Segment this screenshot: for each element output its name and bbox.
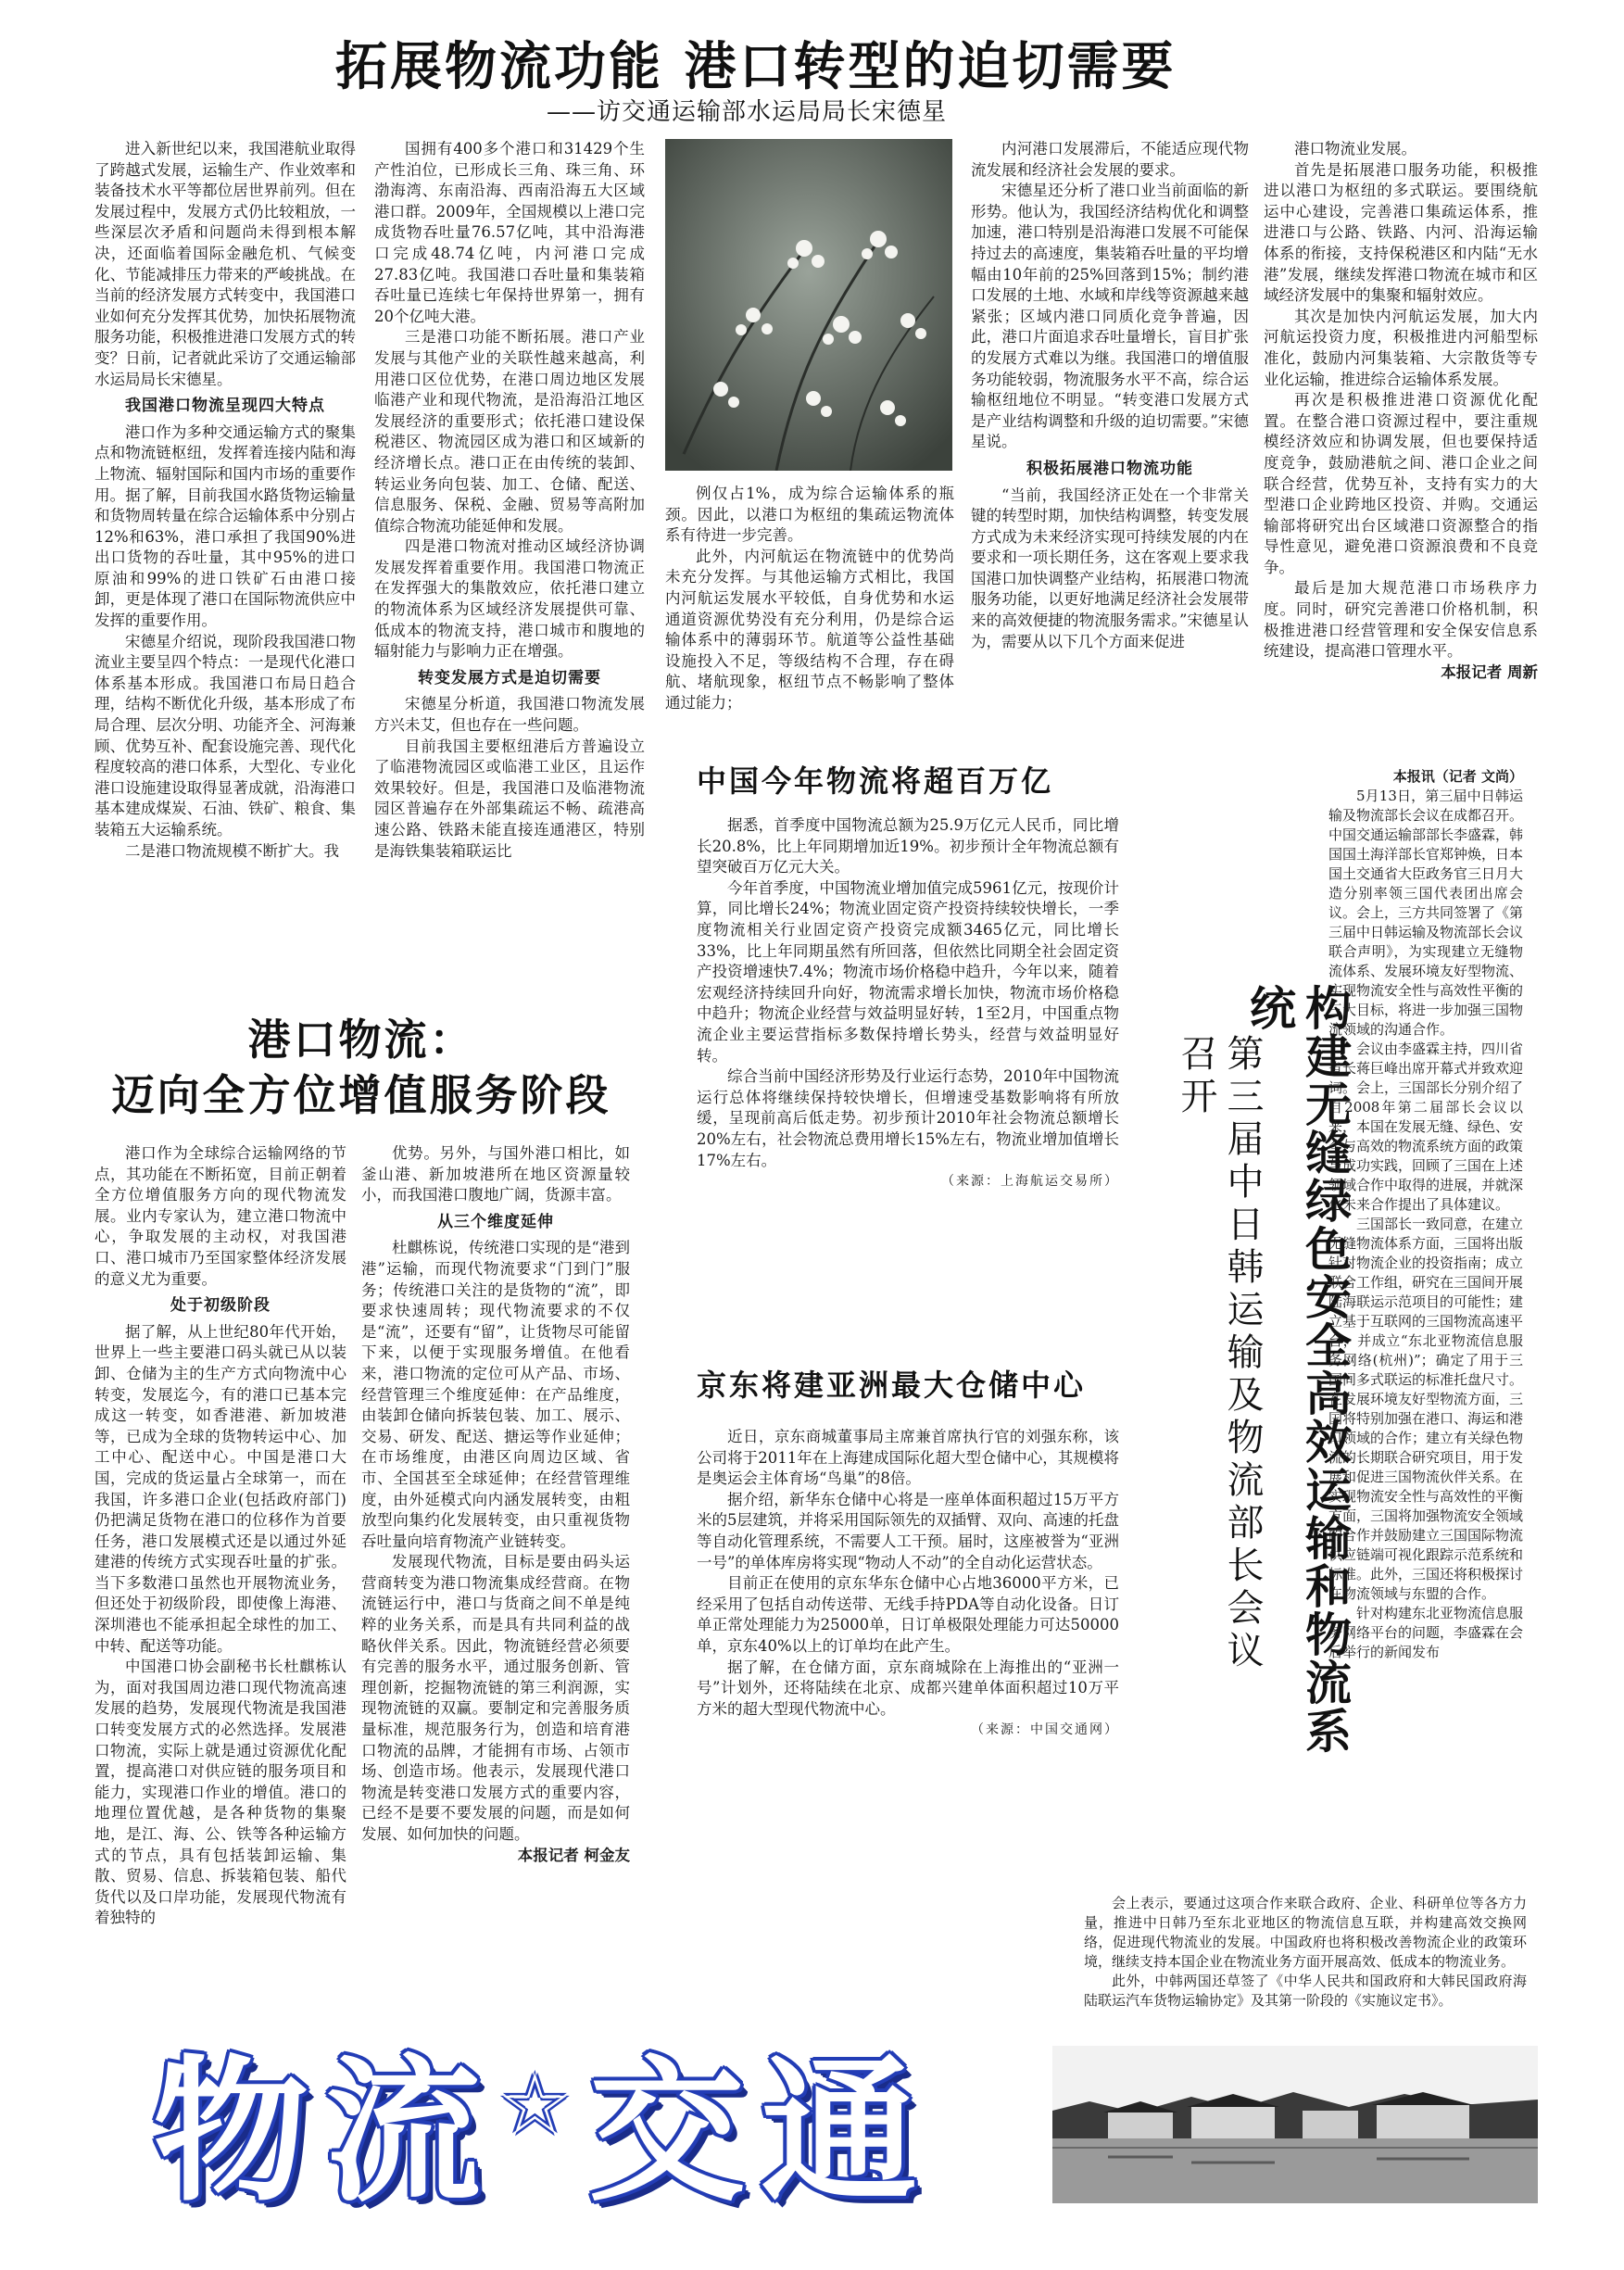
paragraph: 三是港口功能不断拓展。港口产业发展与其他产业的关联性越来越高，利用港口区位优势，在港口周边地区发展临港产业和现代物流，是沿海沿江地区发展经济的重要形式；依托港口建设保税港区、物流园区成为港口和区域新的经济增长点。港口正在由传统的装卸、转运业务向包装、加工、仓储、配送、信息服务、保税、金融、贸易等高附加值综合物流功能延伸和发展。 [374,328,645,535]
paragraph: 据悉，首季度中国物流总额为25.9万亿元人民币，同比增长20.8%，比上年同期增加近19%。初步预计全年物流总额有望突破百万亿元大关。 [697,816,1119,876]
paragraph: 据了解，在仓储方面，京东商城除在上海推出的“亚洲一号”计划外，还将陆续在北京、成都兴建单体面积超过10万平方米的超大型现代物流中心。 [697,1658,1119,1718]
banner-right-text: 交通 [588,2041,934,2223]
section-heading: 积极拓展港口物流功能 [1026,459,1193,478]
source-note: （来源：上海航运交易所） [941,1174,1119,1190]
paragraph: 综合当前中国经济形势及行业运行态势，2010年中国物流运行总体将继续保持较快增长，但增速受基数影响将有所放缓，呈现前高后低走势。初步预计2010年社会物流总额增长20%左右，社会物流总费用增长15%左右，物流业增加值增长17%左右。 [697,1067,1119,1169]
article2-title-line1: 港口物流： [247,1015,475,1065]
paragraph: 进入新世纪以来，我国港航业取得了跨越式发展，运输生产、作业效率和装备技术水平等都位居世界前列。但在发展过程中，发展方式仍比较粗放，一些深层次矛盾和问题尚未得到根本解决，还面临着国际金融危机、气候变化、节能减排压力带来的严峻挑战。在当前的经济发展方式转变中，我国港口业如何充分发挥其优势，加快拓展物流服务功能，积极推进港口发展方式的转变？日前，记者就此采访了交通运输部水运局局长宋德星。 [94,140,356,388]
article5-byline: 本报讯（记者 文尚） [1392,768,1523,785]
article3-body [697,815,1119,1340]
article4-body [697,1427,1119,2090]
section-heading: 处于初级阶段 [170,1296,271,1316]
paragraph: 发展现代物流，目标是要由码头运营商转变为港口物流集成经营商。在物流链运行中，港口与货商之间不单是纯粹的业务关系，而是具有共同利益的战略伙伴关系。因此，物流链经营必须要有完善的服务水平，通过服务创新、管理创新，挖掘物流链的第三利润源，实现物流链的双赢。要制定和完善服务质量标准，规范服务行为，创造和培育港口物流的品牌，才能拥有市场、占领市场、创造市场。他表示，发展现代港口物流是转变港口发展方式的重要内容，已经不是要不要发展的问题，而是如何发展、如何加快的问题。 [361,1553,630,1843]
article5-title: 构建无缝绿色安全高效运输和物流系统 [1242,984,1352,1755]
paragraph: 二是港口物流规模不断扩大。我 [125,841,339,860]
article2-title [83,1012,639,1123]
article4-title: 京东将建亚洲最大仓储中心 [697,1368,1087,1403]
paragraph: 此外，中韩两国还草签了《中华人民共和国政府和大韩民国政府海陆联运汽车货物运输协定》及其第一阶段的《实施议定书》。 [1084,1973,1527,2009]
paragraph: “当前，我国经济正处在一个非常关键的转型时期，加快结构调整，转变发展方式成为未来经济实现可持续发展的内在要求和一项长期任务，这在客观上要求我国港口加快调整产业结构，拓展港口物流服务功能，以更好地满足经济社会发展带来的高效便捷的物流服务需求。”宋德星认为，需要从以下几个方面来促进 [971,486,1249,650]
flower-image [665,139,952,471]
section-heading: 从三个维度延伸 [437,1212,554,1231]
paragraph: 中国港口协会副秘书长杜麒栋认为，面对我国周边港口现代物流高速发展的趋势，发展现代物流是我国港口转变发展方式的必然选择。发展港口物流，实际上就是通过资源优化配置，提高港口对供应链的服务项目和能力，实现港口作业的增值。港口的地理位置优越，是各种货物的集聚地，是江、海、公、铁等各种运输方式的节点，具有包括装卸运输、集散、贸易、信息、拆装箱包装、船代货代以及口岸功能，发展现代物流有着独特的 [94,1658,346,1927]
article1-column-4 [971,139,1249,732]
paragraph: 港口物流业发展。 [1294,140,1416,158]
article1-title: 拓展物流功能 港口转型的迫切需要 [335,37,1177,97]
article2-title-line2: 迈向全方位增值服务阶段 [111,1070,611,1120]
paragraph: 三国部长一致同意，在建立无缝物流体系方面，三国将出版针对物流企业的投资指南；成立联合工作组，研究在三国间开展陆海联运示范项目的可能性；建立基于互联网的三国物流高速平台，并成立“东北亚物流信息服务网络(杭州)”；确定了用于三国间多式联运的标准托盘尺寸。在发展环境友好型物流方面，三国将特别加强在港口、海运和港口领域的合作；建立有关绿色物流的长期联合研究项目，用于发展和促进三国物流伙伴关系。在实现物流安全性与高效性的平衡方面，三国将加强物流安全领域的合作并鼓励建立三国国际物流供应链端可视化跟踪示范系统和标准。此外，三国还将积极探讨在物流领域与东盟的合作。 [1328,1216,1523,1602]
article5-wide-text [1084,1894,1527,2011]
paragraph: 宋德星还分析了港口业当前面临的新形势。他认为，我国经济结构优化和调整加速，港口特别是沿海港口发展不可能保持过去的高速度，集装箱吞吐量的平均增幅由10年前的25%回落到15%；制约港口发展的土地、水域和岸线等资源越来越紧张；区域内港口同质化竞争普遍，因此，港口片面追求吞吐量增长，盲目扩张的发展方式难以为继。我国港口的增值服务功能较弱，物流服务水平不高，综合运输枢纽地位不明显。“转变港口发展方式是产业结构调整和升级的迫切需要。”宋德星说。 [971,182,1249,451]
section-heading: 转变发展方式是迫切需要 [418,668,601,687]
article5-subtitle: 第三届中日韩运输及物流部长会议召开 [1175,1034,1264,1673]
article5-col-paragraphs [1328,787,1523,1662]
article2-column-1 [94,1143,346,2112]
article1-column-1 [94,139,356,945]
paragraph: 港口作为全球综合运输网络的节点，其功能在不断拓宽，目前正朝着全方位增值服务方向的现代物流发展。业内专家认为，建立港口物流中心，争取发展的主动权，对我国港口、港口城市乃至国家整体经济发展的意义尤为重要。 [94,1144,346,1288]
paragraph: 目前我国主要枢纽港后方普遍设立了临港物流园区或临港工业区，且运作效果较好。但是，我国港口及临港物流园区普遍存在外部集疏运不畅、疏港高速公路、铁路未能直接连通港区，特别是海铁集装箱联运比 [374,737,645,860]
paragraph: 针对构建东北亚物流信息服务网络平台的问题，李盛霖在会后举行的新闻发布 [1328,1605,1523,1660]
paragraph: 此外，内河航运在物流链中的优势尚未充分发挥。与其他运输方式相比，我国内河航运发展水平较低，自身优势和水运通道资源优势没有充分利用，仍是综合运输体系中的薄弱环节。航道等公益性基础设施投入不足，等级结构不合理，存在碍航、堵航现象，枢纽节点不畅影响了整体通过能力； [665,547,954,712]
paragraph: 再次是积极推进港口资源优化配置。在整合港口资源过程中，要注重规模经济效应和协调发展，但也要保持适度竞争，鼓励港航之间、港口企业之间联合经营，优势互补，支持有实力的大型港口企业跨地区投资、并购。交通运输部将研究出台区域港口资源整合的指导性意见，避免港口资源浪费和不良竞争。 [1264,391,1538,576]
paragraph: 内河港口发展滞后，不能适应现代物流发展和经济社会发展的要求。 [971,140,1249,179]
banner-left-text: 物流 [153,2041,497,2223]
paragraph: 据了解，从上世纪80年代开始，世界上一些主要港口码头就已从以装卸、仓储为主的生产方式向物流中心转变，发展迄今，有的港口已基本完成这一转变，如香港港、新加坡港等，已成为全球的货物转运中心、加工中心、配送中心。中国是港口大国，完成的货运量占全球第一，而在我国，许多港口企业(包括政府部门)仍把满足货物在港口的位移作为首要任务，港口发展模式还是以通过外延建港的传统方式实现吞吐量的扩张。当下多数港口虽然也开展物流业务，但还处于初级阶段，即使像上海港、深圳港也不能承担起全球性的加工、中转、配送等功能。 [94,1322,346,1655]
article3-title: 中国今年物流将超百万亿 [697,763,1054,799]
paragraph: 宋德星介绍说，现阶段我国港口物流业主要呈四个特点：一是现代化港口体系基本形成。我国港口布局日趋合理，结构不断优化升级，基本形成了布局合理、层次分明、功能齐全、河海兼顾、优势互补、配套设施完善、现代化程度较高的港口体系，大型化、专业化港口设施建设取得显著成就，沿海港口基本建成煤炭、石油、铁矿、粮食、集装箱五大运输系统。 [94,632,356,839]
paragraph: 国拥有400多个港口和31429个生产性泊位，已形成长三角、珠三角、环渤海湾、东南沿海、西南沿海五大区域港口群。2009年，全国规模以上港口完成货物吞吐量76.57亿吨，其中沿海港口完成48.74亿吨，内河港口完成27.83亿吨。我国港口吞吐量和集装箱吞吐量已连续七年保持世界第一，拥有20个亿吨大港。 [374,140,645,325]
article1-column-3 [665,484,954,726]
article1-column-5 [1264,139,1538,732]
flower-photo [665,139,952,471]
paragraph: 杜麒栋说，传统港口实现的是“港到港”运输，而现代物流要求“门到门”服务；传统港口关注的是货物的“流”，即要求快速周转；现代物流要求的不仅是“流”，还要有“留”，让货物尽可能留下来，以便于实现服务增值。在他看来，港口物流的定位可从产品、市场、经营管理三个维度延伸：在产品维度，由装卸仓储向拆装包装、加工、展示、交易、研发、配送、搪运等作业延伸；在市场维度，由港区向周边区域、省市、全国甚至全球延伸；在经营管理维度，由外延模式向内涵发展转变，由粗放型向集约化发展转变，由只重视货物吞吐量向培育物流产业链转变。 [361,1239,630,1550]
village-photo [1052,2046,1538,2203]
paragraph: 例仅占1%，成为综合运输体系的瓶颈。因此，以港口为枢纽的集疏运物流体系有待进一步完善。 [665,485,954,545]
source-note: （来源：中国交通网） [971,1722,1119,1738]
article1-subtitle: ——访交通运输部水运局局长宋德星 [547,98,948,126]
paragraph: 四是港口物流对推动区域经济协调发展发挥着重要作用。我国港口物流正在发挥强大的集散效应，依托港口建立的物流体系为区域经济发展提供可靠、低成本的物流支持，港口城市和腹地的辐射能力与影响力正在增强。 [374,537,645,661]
paragraph: 据介绍，新华东仓储中心将是一座单体面积超过15万平方米的5层建筑，并将采用国际领先的双插臂、双向、高速的托盘等自动化管理系统，不需要人工干预。届时，这座被誉为“亚洲一号”的单体库房将实现“物动人不动”的全自动化运营状态。 [697,1490,1119,1571]
paragraph: 目前正在使用的京东华东仓储中心占地36000平方米，已经采用了包括自动传送带、无线手持PDA等自动化设备。日订单正常处理能力为25000单，日订单极限处理能力可达50000单，京东40%以上的订单均在此产生。 [697,1574,1119,1655]
paragraph: 今年首季度，中国物流业增加值完成5961亿元，按现价计算，同比增长24%；物流业固定资产投资持续较快增长，一季度物流相关行业固定资产投资完成额3465亿元，同比增长33%，比上年同期虽然有所回落，但依然比同期全社会固定资产投资增速快7.4%；物流市场价格稳中趋升，今年以来，随着宏观经济持续回升向好，物流需求增长加快，物流市场价格稳中趋升；物流企业经营与效益明显好转，1至2月，中国重点物流企业主要运营指标多数保持增长势头，经营与效益明显好转。 [697,878,1119,1065]
byline: 本报记者 周新 [1441,662,1538,681]
article5-column [1328,767,1523,1890]
paragraph: 5月13日，第三届中日韩运输及物流部长会议在成都召开。中国交通运输部部长李盛霖，韩国国土海洋部长官郑钟焕，日本国土交通省大臣政务官三日月大造分别率领三国代表团出席会议。会上，三方共同签署了《第三届中日韩运输及物流部长会议联合声明》，为实现建立无缝物流体系、发展环境友好型物流、实现物流安全性与高效性平衡的三大目标，将进一步加强三国物流领域的沟通合作。 [1328,788,1523,1038]
section-heading: 我国港口物流呈现四大特点 [125,397,325,416]
byline: 本报记者 柯金友 [517,1846,630,1864]
paragraph: 其次是加快内河航运发展，加大内河航运投资力度，积极推进内河船型标准化，鼓励内河集装箱、大宗散货等专业化运输，推进综合运输体系发展。 [1264,307,1538,388]
village-image [1052,2046,1538,2203]
banner-title [153,2012,934,2225]
paragraph: 会上表示，要通过这项合作来联合政府、企业、科研单位等各方力量，推进中日韩乃至东北亚地区的物流信息互联，并构建高效交换网络，促进现代物流业的发展。中国政府也将积极改善物流企业的政策环境，继续支持本国企业在物流业务方面开展高效、低成本的物流业务。 [1084,1895,1527,1970]
paragraph: 优势。另外，与国外港口相比，如釜山港、新加坡港所在地区资源量较小，而我国港口腹地广阔，货源丰富。 [361,1144,630,1204]
paragraph: 最后是加大规范港口市场秩序力度。同时，研究完善港口价格机制，积极推进港口经营管理和安全保安信息系统建设，提高港口管理水平。 [1264,579,1538,661]
article1-column-2 [374,139,645,945]
paragraph: 港口作为多种交通运输方式的聚集点和物流链枢纽，发挥着连接内陆和海上物流、辐射国际和国内市场的重要作用。据了解，目前我国水路货物运输量和货物周转量在综合运输体系中分别占12%和63%，港口承担了我国90%进出口货物的吞吐量，其中95%的进口原油和99%的进口铁矿石由港口接卸，更是体现了港口在国际物流供应中发挥的重要作用。 [94,422,356,630]
paragraph: 宋德星分析道，我国港口物流发展方兴未艾，但也存在一些问题。 [374,695,645,735]
paragraph: 近日，京东商城董事局主席兼首席执行官的刘强东称，该公司将于2011年在上海建成国际化超大型仓储中心，其规模将是奥运会主体育场“鸟巢”的8倍。 [697,1428,1119,1488]
paragraph: 首先是拓展港口服务功能，积极推进以港口为枢纽的多式联运。要围绕航运中心建设，完善港口集疏运体系，推进港口与公路、铁路、内河、沿海运输体系的衔接，支持保税港区和内陆“无水港”发展，继续发挥港口物流在城市和区域经济发展中的集聚和辐射效应。 [1264,160,1538,305]
article2-column-2 [361,1143,630,2112]
star-icon: ☆ [497,2056,589,2153]
paragraph: 会议由李盛霖主持，四川省省长蒋巨峰出席开幕式并致欢迎词。会上，三国部长分别介绍了自2008年第二届部长会议以来，本国在发展无缝、绿色、安全与高效的物流系统方面的政策与成功实践，回顾了三国在上述领域合作中取得的进展，并就深化未来合作提出了具体建议。 [1328,1040,1523,1213]
